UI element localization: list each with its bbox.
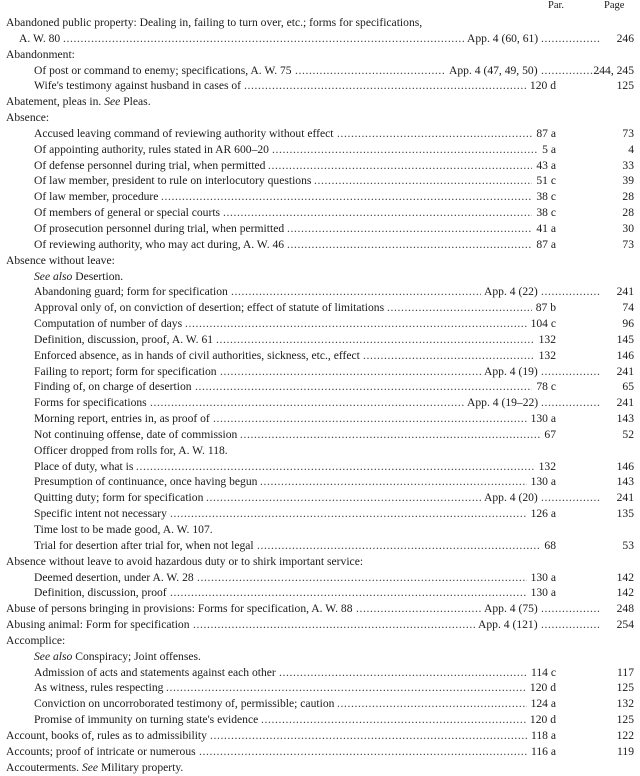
entry-heading: Of prosecution personnel during trial, when permitted	[34, 221, 285, 235]
entry-heading: Of law member, president to rule on interlocutory questions	[34, 174, 312, 188]
paragraph-number: 104 c	[530, 317, 556, 331]
index-entry	[0, 633, 640, 649]
entry-heading: Abusing animal: Form for specification	[6, 618, 190, 632]
entry-heading: Of members of general or special courts	[34, 206, 221, 220]
see-reference-label: See	[104, 95, 121, 109]
paragraph-number: 130 a	[530, 475, 556, 489]
entry-heading: Of defense personnel during trial, when permitted	[34, 158, 266, 172]
column-headers	[0, 0, 640, 13]
page-number: 119	[617, 744, 634, 758]
index-entry	[0, 47, 640, 63]
dot-leader	[193, 617, 475, 633]
page-column-header: Page	[604, 0, 625, 11]
entry-heading: Accouterments.	[6, 760, 80, 774]
entry-heading: Of appointing authority, rules stated in AR 600–20	[34, 142, 269, 156]
paragraph-number: 114 c	[530, 665, 556, 679]
entry-heading: A. W. 80	[19, 31, 61, 45]
entry-heading: Absence without leave:	[6, 253, 115, 267]
entry-heading: Computation of number of days	[34, 317, 183, 331]
page-number: 146	[616, 348, 634, 362]
paragraph-number: 87 a	[536, 237, 556, 251]
dot-leader	[541, 490, 600, 506]
entry-heading: Trial for desertion after trial for, when not legal	[34, 538, 254, 552]
entry-heading: Accused leaving command of reviewing authority without effect	[34, 126, 334, 140]
index-entry	[0, 427, 640, 443]
index-entry	[0, 15, 640, 31]
index-entry	[0, 173, 640, 189]
index-entry	[0, 379, 640, 395]
index-entry	[0, 411, 640, 427]
entry-text	[34, 474, 257, 490]
page-number: 73	[622, 237, 634, 251]
paragraph-number: 116 a	[530, 744, 556, 758]
entry-text	[6, 94, 151, 110]
index-entry	[0, 665, 640, 681]
entry-heading: Of reviewing authority, who may act during, A. W. 46	[34, 237, 285, 251]
entry-text	[34, 205, 220, 221]
entry-text	[34, 379, 192, 395]
index-entry	[0, 316, 640, 332]
entry-text	[34, 427, 237, 443]
index-entry	[0, 490, 640, 506]
page-number: 117	[617, 665, 634, 679]
entry-heading: Definition, discussion, proof, A. W. 61	[34, 332, 214, 346]
entry-heading: Abandoned public property: Dealing in, failing to turn over, etc.; forms for specifications,	[6, 16, 423, 29]
dot-leader	[260, 474, 527, 490]
page-number: 145	[616, 332, 634, 346]
see-reference-target: Conspiracy; Joint offenses.	[75, 649, 201, 663]
page-number: 125	[616, 79, 634, 93]
dot-leader	[136, 459, 535, 475]
index-entry	[0, 744, 640, 760]
index-entry	[0, 237, 640, 253]
page-number: 52	[622, 427, 634, 441]
entry-heading: Abandoning guard; form for specification	[34, 285, 228, 299]
index-entry	[0, 78, 640, 94]
dot-leader	[213, 411, 527, 427]
paragraph-number: 126 a	[530, 507, 556, 521]
dot-leader	[337, 696, 527, 712]
page-number: 241	[616, 491, 634, 505]
entry-text	[34, 173, 311, 189]
entry-text	[34, 395, 147, 411]
entry-heading: Time lost to be made good, A. W. 107.	[34, 523, 213, 536]
page-number: 244, 245	[593, 63, 634, 77]
page-number: 241	[616, 364, 634, 378]
page-number: 248	[616, 602, 634, 616]
appendix-reference: App. 4 (47, 49, 50)	[449, 63, 538, 77]
entry-heading: Conviction on uncorroborated testimony of, permissible; caution	[34, 697, 335, 711]
entry-text	[34, 712, 258, 728]
page-number: 30	[622, 221, 634, 235]
entry-heading: Admission of acts and statements against each other	[34, 665, 276, 679]
entry-text	[34, 665, 276, 681]
dot-leader	[185, 316, 527, 332]
paragraph-number: 87 b	[535, 301, 556, 315]
see-reference-target: Pleas.	[123, 95, 151, 109]
index-entry	[0, 570, 640, 586]
entry-text	[34, 284, 228, 300]
dot-leader	[216, 332, 535, 348]
paragraph-number: 41 a	[536, 221, 556, 235]
appendix-reference: App. 4 (121)	[478, 618, 538, 632]
entry-heading: Abuse of persons bringing in provisions: Forms for specification, A. W. 88	[6, 602, 353, 616]
entry-heading: Not continuing offense, date of commission	[34, 427, 238, 441]
paragraph-number: 78 c	[536, 380, 556, 394]
index-entry	[0, 94, 640, 110]
entry-text	[34, 63, 292, 79]
dot-leader	[195, 379, 532, 395]
par-column-header: Par.	[548, 0, 565, 11]
entry-text	[34, 158, 265, 174]
page-number: 65	[622, 380, 634, 394]
entry-text	[19, 31, 60, 47]
dot-leader	[272, 142, 538, 158]
entry-heading: Promise of immunity on turning state's evidence	[34, 713, 259, 727]
dot-leader	[541, 617, 600, 633]
entry-heading: As witness, rules respecting	[34, 681, 164, 695]
dot-leader	[240, 427, 540, 443]
entry-text	[34, 364, 217, 380]
dot-leader	[210, 728, 527, 744]
entry-text	[6, 554, 363, 570]
entry-text	[34, 126, 334, 142]
entry-text	[34, 221, 284, 237]
page-number: 73	[622, 126, 634, 140]
entry-heading: Definition, discussion, proof	[34, 586, 167, 600]
dot-leader	[206, 490, 481, 506]
entry-text	[34, 411, 210, 427]
dot-leader	[244, 78, 526, 94]
entry-heading: Specific intent not necessary	[34, 507, 167, 521]
dot-leader	[287, 221, 532, 237]
index-entry	[0, 63, 640, 79]
entry-text	[6, 744, 196, 760]
page-number: 254	[616, 618, 634, 632]
paragraph-number: 87 a	[536, 126, 556, 140]
entry-heading: Deemed desertion, under A. W. 28	[34, 570, 194, 584]
entry-text	[34, 585, 167, 601]
appendix-reference: App. 4 (19)	[484, 364, 538, 378]
entry-text	[34, 538, 254, 554]
page-number: 135	[616, 507, 634, 521]
page-number: 28	[622, 206, 634, 220]
dot-leader	[541, 63, 600, 79]
entry-text	[34, 649, 201, 665]
page-number: 4	[628, 142, 634, 156]
index-entry	[0, 253, 640, 269]
index-entries	[0, 15, 640, 776]
entry-text	[34, 443, 228, 459]
index-entry	[0, 300, 640, 316]
paragraph-number: 130 a	[530, 412, 556, 426]
dot-leader	[541, 395, 600, 411]
page-number: 132	[616, 697, 634, 711]
index-entry	[0, 506, 640, 522]
index-entry	[0, 189, 640, 205]
entry-text	[6, 728, 207, 744]
dot-leader	[161, 189, 532, 205]
entry-text	[34, 680, 163, 696]
dot-leader	[261, 712, 526, 728]
entry-heading: Morning report, entries in, as proof of	[34, 412, 210, 426]
index-entry	[0, 332, 640, 348]
entry-heading: Abandonment:	[6, 47, 75, 61]
dot-leader	[268, 158, 532, 174]
page-number: 28	[622, 190, 634, 204]
dot-leader	[287, 237, 532, 253]
paragraph-number: 38 c	[536, 190, 556, 204]
page-number: 39	[622, 174, 634, 188]
dot-leader	[295, 63, 446, 79]
paragraph-number: 120 d	[529, 79, 556, 93]
entry-heading: Failing to report; form for specification	[34, 364, 217, 378]
index-entry	[0, 712, 640, 728]
paragraph-number: 132	[538, 332, 556, 346]
see-reference-label: See	[81, 760, 99, 774]
index-entry	[0, 269, 640, 285]
appendix-reference: App. 4 (60, 61)	[467, 31, 539, 45]
page-number: 53	[622, 538, 634, 552]
paragraph-number: 5 a	[542, 142, 556, 156]
page-number: 146	[616, 459, 634, 473]
paragraph-number: 130 a	[530, 586, 556, 600]
page-number: 246	[616, 31, 634, 45]
entry-heading: Of law member, procedure	[34, 190, 159, 204]
index-entry	[0, 696, 640, 712]
entry-text	[34, 142, 269, 158]
see-reference-target: Desertion.	[75, 269, 124, 283]
dot-leader	[199, 744, 527, 760]
page-number: 241	[616, 396, 634, 410]
index-entry	[0, 649, 640, 665]
dot-leader	[220, 364, 481, 380]
dot-leader	[356, 601, 481, 617]
dot-leader	[314, 173, 532, 189]
page-number: 74	[622, 301, 634, 315]
entry-text	[6, 110, 49, 126]
index-entry	[0, 110, 640, 126]
appendix-reference: App. 4 (22)	[484, 285, 538, 299]
index-entry	[0, 205, 640, 221]
dot-leader	[223, 205, 532, 221]
entry-text	[6, 47, 75, 63]
paragraph-number: 132	[538, 459, 556, 473]
entry-heading: Quitting duty; form for specification	[34, 491, 204, 505]
dot-leader	[541, 601, 600, 617]
entry-text	[34, 300, 384, 316]
index-entry	[0, 617, 640, 633]
index-entry	[0, 364, 640, 380]
paragraph-number: 43 a	[536, 158, 556, 172]
appendix-reference: App. 4 (75)	[484, 602, 538, 616]
index-entry	[0, 760, 640, 776]
paragraph-number: 38 c	[536, 206, 556, 220]
index-entry	[0, 443, 640, 459]
dot-leader	[63, 31, 464, 47]
paragraph-number: 67	[544, 427, 556, 441]
page-number: 125	[616, 713, 634, 727]
entry-text	[6, 633, 65, 649]
paragraph-number: 51 c	[536, 174, 556, 188]
index-entry	[0, 601, 640, 617]
dot-leader	[363, 348, 535, 364]
index-entry	[0, 158, 640, 174]
page-number: 33	[622, 158, 634, 172]
see-reference-target: Military property.	[100, 760, 184, 774]
dot-leader	[541, 31, 600, 47]
index-entry	[0, 142, 640, 158]
index-entry	[0, 31, 640, 47]
paragraph-number: 120 d	[529, 713, 556, 727]
entry-heading: Of post or command to enemy; specifications, A. W. 75	[34, 63, 292, 77]
index-entry	[0, 522, 640, 538]
dot-leader	[279, 665, 527, 681]
dot-leader	[337, 126, 532, 142]
entry-heading: Wife's testimony against husband in cases of	[34, 79, 242, 93]
entry-text	[34, 316, 182, 332]
entry-text	[34, 237, 284, 253]
page-number: 142	[616, 570, 634, 584]
index-entry	[0, 221, 640, 237]
entry-text	[6, 253, 115, 269]
see-reference-label: See also	[34, 269, 73, 283]
index-entry	[0, 538, 640, 554]
dot-leader	[541, 364, 600, 380]
entry-heading: Finding of, on charge of desertion	[34, 380, 192, 394]
appendix-reference: App. 4 (20)	[484, 491, 538, 505]
entry-heading: Place of duty, what is	[34, 459, 134, 473]
entry-heading: Absence:	[6, 111, 50, 125]
entry-text	[6, 617, 190, 633]
dot-leader	[166, 680, 526, 696]
entry-text	[34, 459, 133, 475]
entry-heading: Absence without leave to avoid hazardous duty or to shirk important service:	[6, 554, 364, 568]
entry-heading: Abatement, pleas in.	[6, 95, 102, 109]
entry-text	[34, 189, 158, 205]
entry-text	[34, 696, 334, 712]
entry-heading: Account, books of, rules as to admissibility	[6, 728, 207, 742]
dot-leader	[387, 300, 532, 316]
entry-text	[34, 506, 167, 522]
entry-text	[34, 490, 203, 506]
page-number: 125	[616, 681, 634, 695]
entry-heading: Enforced absence, as in hands of civil authorities, sickness, etc., effect	[34, 348, 360, 362]
entry-text	[6, 760, 183, 776]
paragraph-number: 124 a	[530, 697, 556, 711]
index-entry	[0, 395, 640, 411]
entry-heading: Forms for specifications	[34, 396, 147, 410]
page-number: 143	[616, 412, 634, 426]
dot-leader	[231, 284, 481, 300]
index-entry	[0, 680, 640, 696]
entry-heading: Accounts; proof of intricate or numerous	[6, 744, 196, 758]
appendix-reference: App. 4 (19–22)	[467, 396, 539, 410]
paragraph-number: 68	[544, 538, 556, 552]
page-number: 143	[616, 475, 634, 489]
paragraph-number: 120 d	[529, 681, 556, 695]
see-reference-label: See also	[34, 649, 73, 663]
entry-text	[34, 522, 213, 538]
entry-text	[34, 78, 241, 94]
entry-text	[34, 332, 213, 348]
entry-text	[34, 570, 194, 586]
index-entry	[0, 474, 640, 490]
entry-heading: Presumption of continuance, once having begun	[34, 475, 258, 489]
dot-leader	[197, 570, 527, 586]
entry-heading: Officer dropped from rolls for, A. W. 118.	[34, 443, 228, 457]
page-number: 142	[616, 586, 634, 600]
dot-leader	[150, 395, 464, 411]
dot-leader	[170, 506, 527, 522]
paragraph-number: 130 a	[530, 570, 556, 584]
paragraph-number: 118 a	[530, 728, 556, 742]
index-entry	[0, 554, 640, 570]
index-entry	[0, 284, 640, 300]
entry-text	[6, 601, 353, 617]
page-number: 122	[616, 728, 634, 742]
index-entry	[0, 126, 640, 142]
entry-heading: Accomplice:	[6, 633, 66, 647]
index-entry	[0, 585, 640, 601]
paragraph-number: 132	[538, 348, 556, 362]
entry-text	[6, 15, 422, 31]
entry-heading: Approval only of, on conviction of desertion; effect of statute of limitations	[34, 301, 385, 315]
index-entry	[0, 348, 640, 364]
index-entry	[0, 459, 640, 475]
dot-leader	[170, 585, 527, 601]
dot-leader	[541, 284, 600, 300]
dot-leader	[257, 538, 540, 554]
entry-text	[34, 269, 123, 285]
page-number: 96	[622, 317, 634, 331]
entry-text	[34, 348, 360, 364]
page-number: 241	[616, 285, 634, 299]
index-entry	[0, 728, 640, 744]
